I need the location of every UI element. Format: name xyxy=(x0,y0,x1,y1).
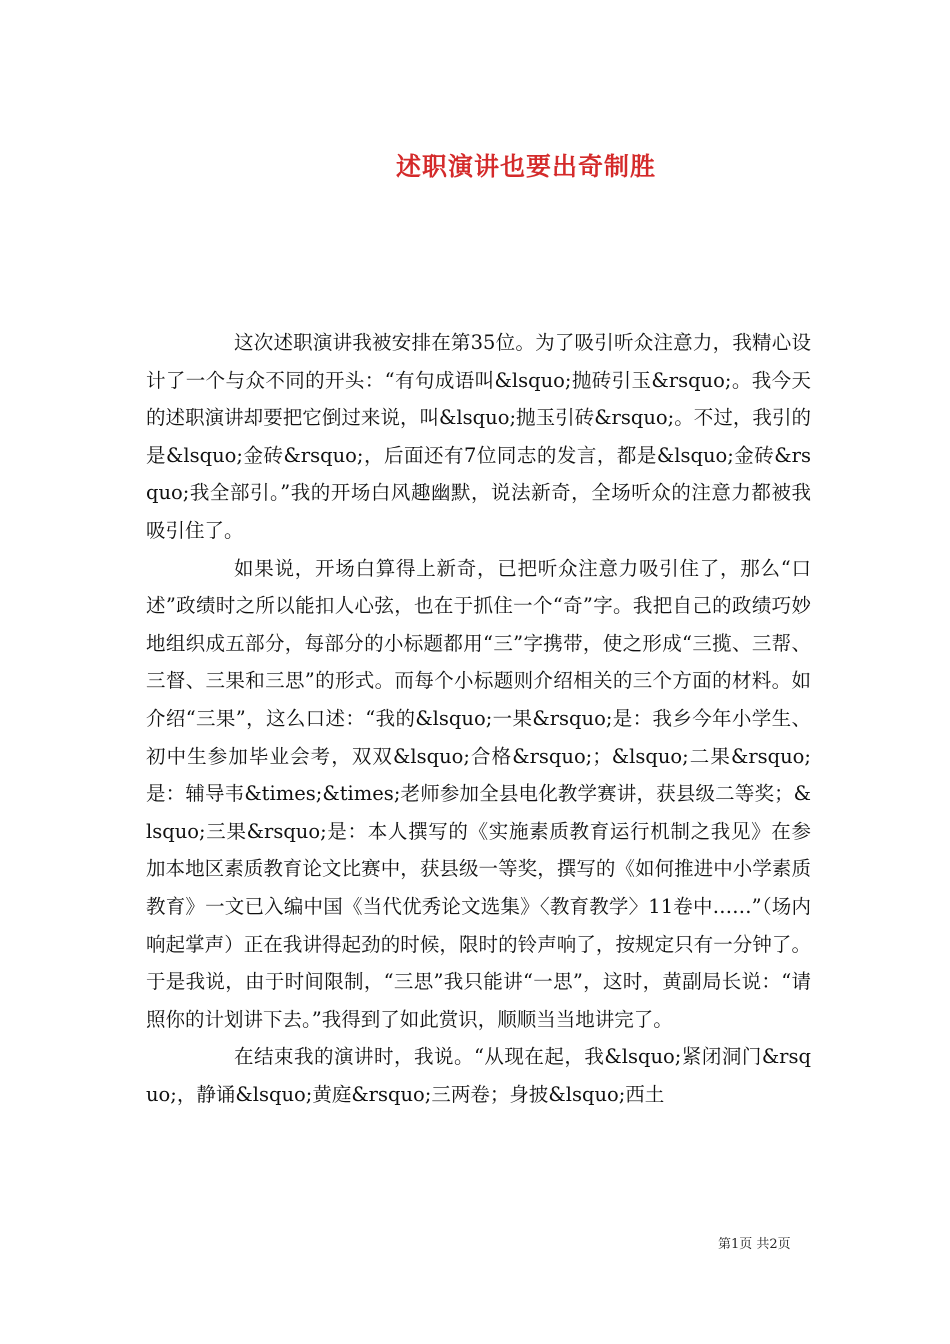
page-title: 述职演讲也要出奇制胜 xyxy=(395,151,656,181)
paragraph-3: 在结束我的演讲时，我说。“从现在起，我&lsquo;紧闭洞门&rsquo;，静诵&lsquo;黄庭&rsquo;三两卷；身披&lsquo;西土 xyxy=(146,1045,811,1106)
page-footer: 第1页 共2页 xyxy=(718,1237,791,1252)
paragraph-2: 如果说，开场白算得上新奇，已把听众注意力吸引住了，那么“口述”政绩时之所以能扣人心弦，也在于抓住一个“奇”字。我把自己的政绩巧妙地组织成五部分，每部分的小标题都用“三”字携带，使之形成“三揽、三帮、三督、三果和三思”的形式。而每个小标题则介绍相关的三个方面的材料。如介绍“三果”，这么口述：“我的&lsquo;一果&rsquo;是：我乡今年小学生、初中生参加毕业会考，双双&lsquo;合格&rsquo;；&lsquo;二果&rsquo;是：辅导韦&times;&times;老师参加全县电化教学赛讲，获县级二等奖；&lsquo;三果&rsquo;是：本人撰写的《实施素质教育运行机制之我见》在参加本地区素质教育论文比赛中，获县级一等奖，撰写的《如何推进中小学素质教育》一文已入编中国《当代优秀论文选集》〈教育教学〉11卷中……”（场内响起掌声）正在我讲得起劲的时候，限时的铃声响了，按规定只有一分钟了。于是我说，由于时间限制，“三思”我只能讲“一思”，这时，黄副局长说：“请照你的计划讲下去。”我得到了如此赏识，顺顺当当地讲完了。 xyxy=(146,556,811,1031)
document-body xyxy=(146,324,811,1113)
paragraph-1: 这次述职演讲我被安排在第35位。为了吸引听众注意力，我精心设计了一个与众不同的开头：“有句成语叫&lsquo;抛砖引玉&rsquo;。我今天的述职演讲却要把它倒过来说，叫&lsquo;抛玉引砖&rsquo;。不过，我引的是&lsquo;金砖&rsquo;，后面还有7位同志的发言，都是&lsquo;金砖&rsquo;我全部引。”我的开场白风趣幽默，说法新奇，全场听众的注意力都被我吸引住了。 xyxy=(146,331,811,542)
